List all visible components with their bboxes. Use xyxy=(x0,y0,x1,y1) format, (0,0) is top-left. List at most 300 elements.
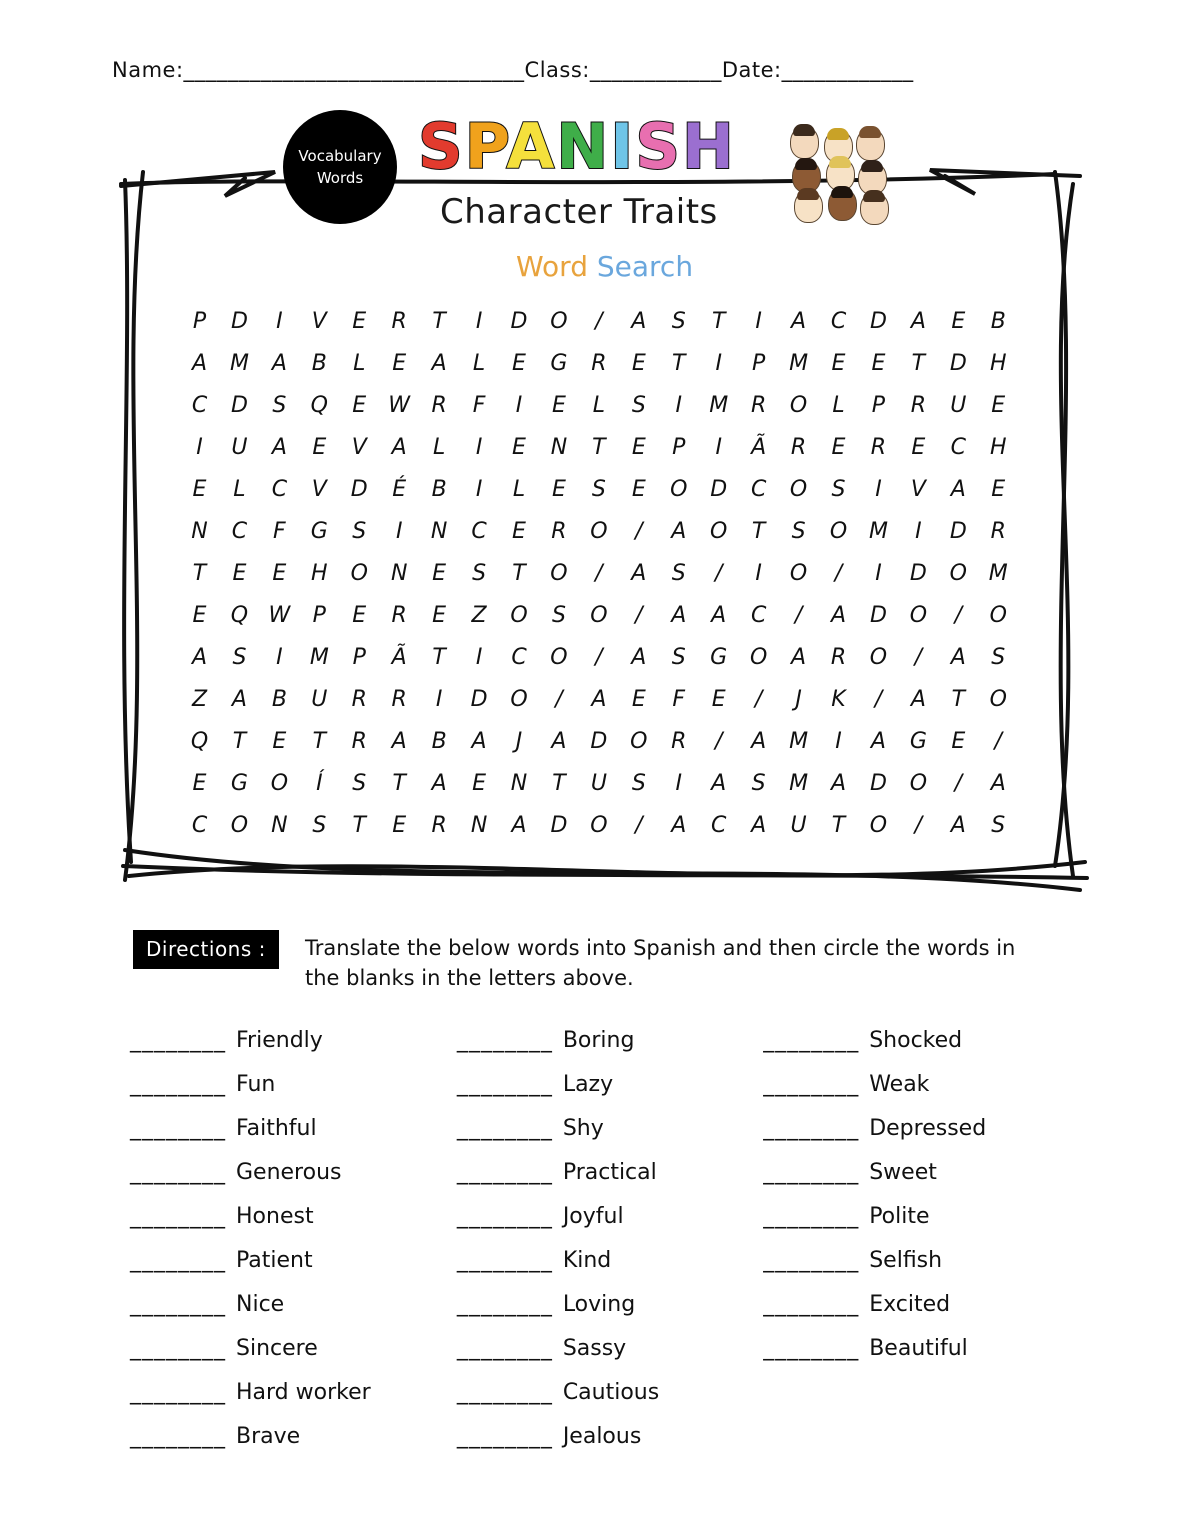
grid-cell[interactable]: A xyxy=(391,728,407,754)
grid-cell[interactable]: D xyxy=(230,308,248,334)
answer-blank[interactable]: ________ xyxy=(456,1204,553,1229)
grid-cell[interactable]: S xyxy=(671,308,686,334)
grid-cell[interactable]: R xyxy=(391,686,407,712)
grid-cell[interactable]: A xyxy=(910,686,926,712)
answer-blank[interactable]: ________ xyxy=(130,1336,226,1361)
answer-blank[interactable]: ________ xyxy=(456,1116,553,1141)
grid-cell[interactable]: E xyxy=(831,434,846,460)
answer-blank[interactable]: ________ xyxy=(456,1424,553,1449)
grid-cell[interactable]: D xyxy=(350,476,368,502)
grid-cell[interactable]: R xyxy=(351,728,367,754)
grid-cell[interactable]: A xyxy=(391,434,407,460)
grid-cell[interactable]: / xyxy=(954,602,963,628)
grid-cell[interactable]: M xyxy=(229,350,249,376)
grid-cell[interactable]: O xyxy=(869,812,888,838)
grid-cell[interactable]: M xyxy=(309,644,329,670)
grid-cell[interactable]: E xyxy=(472,770,487,796)
grid-cell[interactable]: A xyxy=(671,812,687,838)
grid-cell[interactable]: I xyxy=(475,308,483,334)
answer-blank[interactable]: ________ xyxy=(130,1028,226,1053)
grid-cell[interactable]: / xyxy=(754,686,763,712)
grid-cell[interactable]: A xyxy=(950,476,966,502)
answer-blank[interactable]: ________ xyxy=(130,1248,226,1273)
grid-cell[interactable]: C xyxy=(711,812,727,838)
grid-cell[interactable]: O xyxy=(510,602,528,628)
grid-cell[interactable]: E xyxy=(392,350,407,376)
grid-cell[interactable]: L xyxy=(472,350,486,376)
grid-cell[interactable]: I xyxy=(875,560,882,586)
grid-cell[interactable]: S xyxy=(631,770,646,796)
answer-blank[interactable]: ________ xyxy=(763,1204,860,1229)
answer-blank[interactable]: ________ xyxy=(456,1336,553,1361)
grid-cell[interactable]: D xyxy=(869,308,887,334)
grid-cell[interactable]: S xyxy=(472,560,487,586)
grid-cell[interactable]: S xyxy=(591,476,606,502)
answer-blank[interactable]: ________ xyxy=(763,1072,860,1097)
grid-cell[interactable]: I xyxy=(475,476,483,502)
grid-cell[interactable]: M xyxy=(789,350,809,376)
grid-cell[interactable]: P xyxy=(751,350,766,376)
grid-cell[interactable]: O xyxy=(989,602,1007,628)
grid-cell[interactable]: T xyxy=(592,434,606,460)
grid-cell[interactable]: A xyxy=(711,602,727,628)
grid-cell[interactable]: S xyxy=(352,770,367,796)
grid-cell[interactable]: O xyxy=(590,518,608,544)
grid-cell[interactable]: O xyxy=(789,476,808,502)
grid-cell[interactable]: S xyxy=(312,812,327,838)
grid-cell[interactable]: A xyxy=(631,644,647,670)
grid-cell[interactable]: Z xyxy=(191,686,208,712)
grid-cell[interactable]: E xyxy=(871,350,886,376)
grid-cell[interactable]: J xyxy=(515,728,523,754)
grid-cell[interactable]: S xyxy=(751,770,766,796)
grid-cell[interactable]: O xyxy=(270,770,289,796)
grid-cell[interactable]: R xyxy=(870,434,887,460)
grid-cell[interactable]: R xyxy=(990,518,1006,544)
grid-cell[interactable]: N xyxy=(390,560,408,586)
grid-cell[interactable]: E xyxy=(352,392,367,418)
grid-cell[interactable]: I xyxy=(395,518,403,544)
grid-cell[interactable]: R xyxy=(671,728,687,754)
grid-cell[interactable]: A xyxy=(591,686,607,712)
answer-blank[interactable]: ________ xyxy=(763,1028,860,1053)
grid-cell[interactable]: C xyxy=(750,602,767,628)
grid-cell[interactable]: T xyxy=(552,770,566,796)
grid-cell[interactable]: Í xyxy=(316,770,323,796)
grid-cell[interactable]: E xyxy=(352,308,367,334)
grid-cell[interactable]: D xyxy=(949,350,967,376)
answer-blank[interactable]: ________ xyxy=(456,1248,553,1273)
grid-cell[interactable]: N xyxy=(470,812,488,838)
grid-cell[interactable]: M xyxy=(709,392,729,418)
grid-cell[interactable]: I xyxy=(475,434,483,460)
grid-cell[interactable]: Q xyxy=(310,392,328,418)
grid-cell[interactable]: C xyxy=(471,518,487,544)
grid-cell[interactable]: G xyxy=(909,728,927,754)
grid-cell[interactable]: N xyxy=(430,518,448,544)
grid-cell[interactable]: A xyxy=(751,728,767,754)
grid-cell[interactable]: A xyxy=(431,350,447,376)
grid-cell[interactable]: A xyxy=(631,308,647,334)
grid-cell[interactable]: O xyxy=(909,770,928,796)
grid-cell[interactable]: E xyxy=(551,476,566,502)
grid-cell[interactable]: S xyxy=(551,602,566,628)
grid-cell[interactable]: O xyxy=(829,518,848,544)
grid-cell[interactable]: / xyxy=(914,644,923,670)
grid-cell[interactable]: O xyxy=(989,686,1007,712)
grid-cell[interactable]: B xyxy=(990,308,1006,334)
name-blank[interactable]: _______________________________ xyxy=(183,58,525,82)
grid-cell[interactable]: A xyxy=(511,812,527,838)
grid-cell[interactable]: C xyxy=(830,308,847,334)
grid-cell[interactable]: P xyxy=(192,308,207,334)
grid-cell[interactable]: T xyxy=(352,812,366,838)
answer-blank[interactable]: ________ xyxy=(130,1160,226,1185)
grid-cell[interactable]: N xyxy=(510,770,528,796)
grid-cell[interactable]: H xyxy=(311,560,328,586)
grid-cell[interactable]: Q xyxy=(230,602,249,628)
grid-cell[interactable]: L xyxy=(512,476,526,502)
grid-cell[interactable]: E xyxy=(512,350,526,376)
grid-cell[interactable]: S xyxy=(352,518,367,544)
grid-cell[interactable]: N xyxy=(191,518,208,544)
grid-cell[interactable]: T xyxy=(911,350,926,376)
grid-cell[interactable]: I xyxy=(276,644,283,670)
grid-cell[interactable]: E xyxy=(312,434,327,460)
grid-cell[interactable]: I xyxy=(835,728,842,754)
grid-cell[interactable]: I xyxy=(515,392,523,418)
class-blank[interactable]: ____________ xyxy=(589,58,722,82)
grid-cell[interactable]: / xyxy=(714,560,723,586)
grid-cell[interactable]: T xyxy=(711,308,726,334)
grid-cell[interactable]: E xyxy=(551,392,566,418)
grid-cell[interactable]: D xyxy=(470,686,488,712)
grid-cell[interactable]: F xyxy=(273,518,286,544)
grid-cell[interactable]: O xyxy=(749,644,768,670)
grid-cell[interactable]: W xyxy=(388,392,411,418)
grid-cell[interactable]: E xyxy=(392,812,407,838)
grid-cell[interactable]: A xyxy=(471,728,487,754)
answer-blank[interactable]: ________ xyxy=(763,1248,860,1273)
grid-cell[interactable]: S xyxy=(991,812,1006,838)
grid-cell[interactable]: I xyxy=(435,686,443,712)
grid-cell[interactable]: H xyxy=(989,350,1007,376)
grid-cell[interactable]: E xyxy=(991,476,1006,502)
grid-cell[interactable]: O xyxy=(670,476,688,502)
grid-cell[interactable]: O xyxy=(949,560,967,586)
grid-cell[interactable]: A xyxy=(950,644,966,670)
grid-cell[interactable]: Ã xyxy=(751,434,767,460)
grid-cell[interactable]: R xyxy=(790,434,807,460)
grid-cell[interactable]: C xyxy=(271,476,288,502)
grid-cell[interactable]: P xyxy=(352,644,366,670)
grid-cell[interactable]: A xyxy=(751,812,767,838)
grid-cell[interactable]: / xyxy=(595,308,603,334)
grid-cell[interactable]: É xyxy=(392,476,407,502)
grid-cell[interactable]: E xyxy=(512,518,526,544)
grid-cell[interactable]: T xyxy=(512,560,526,586)
grid-cell[interactable]: E xyxy=(352,602,367,628)
answer-blank[interactable]: ________ xyxy=(130,1116,226,1141)
answer-blank[interactable]: ________ xyxy=(130,1380,226,1405)
grid-cell[interactable]: P xyxy=(312,602,326,628)
grid-cell[interactable]: O xyxy=(590,812,608,838)
grid-cell[interactable]: / xyxy=(555,686,563,712)
grid-cell[interactable]: R xyxy=(351,686,367,712)
grid-cell[interactable]: A xyxy=(990,770,1006,796)
grid-cell[interactable]: B xyxy=(271,686,287,712)
grid-cell[interactable]: / xyxy=(635,602,643,628)
grid-cell[interactable]: T xyxy=(672,350,686,376)
grid-cell[interactable]: L xyxy=(592,392,605,418)
grid-cell[interactable]: O xyxy=(230,812,249,838)
grid-cell[interactable]: E xyxy=(631,350,646,376)
grid-cell[interactable]: I xyxy=(276,308,283,334)
answer-blank[interactable]: ________ xyxy=(130,1204,226,1229)
grid-cell[interactable]: A xyxy=(671,602,687,628)
grid-cell[interactable]: L xyxy=(832,392,845,418)
grid-cell[interactable]: T xyxy=(432,644,446,670)
grid-cell[interactable]: D xyxy=(949,518,967,544)
grid-cell[interactable]: I xyxy=(196,434,203,460)
word-search-grid[interactable] xyxy=(186,300,1012,846)
grid-cell[interactable]: T xyxy=(192,560,207,586)
grid-cell[interactable]: A xyxy=(271,350,287,376)
grid-cell[interactable]: E xyxy=(831,350,846,376)
grid-cell[interactable]: C xyxy=(750,476,767,502)
grid-cell[interactable]: E xyxy=(192,770,207,796)
grid-cell[interactable]: O xyxy=(550,560,568,586)
grid-cell[interactable]: C xyxy=(950,434,966,460)
grid-cell[interactable]: B xyxy=(431,728,447,754)
grid-cell[interactable]: A xyxy=(631,560,647,586)
grid-cell[interactable]: R xyxy=(750,392,767,418)
grid-cell[interactable]: M xyxy=(789,728,809,754)
grid-cell[interactable]: A xyxy=(830,770,847,796)
grid-cell[interactable]: E xyxy=(432,602,447,628)
grid-cell[interactable]: / xyxy=(635,812,643,838)
grid-cell[interactable]: O xyxy=(350,560,368,586)
grid-cell[interactable]: O xyxy=(909,602,928,628)
grid-cell[interactable]: G xyxy=(230,770,248,796)
grid-cell[interactable]: I xyxy=(875,476,882,502)
grid-cell[interactable]: S xyxy=(232,644,247,670)
grid-cell[interactable]: K xyxy=(831,686,846,712)
answer-blank[interactable]: ________ xyxy=(456,1160,553,1185)
grid-cell[interactable]: S xyxy=(831,476,846,502)
grid-cell[interactable]: D xyxy=(869,602,887,628)
grid-cell[interactable]: A xyxy=(870,728,886,754)
grid-cell[interactable]: O xyxy=(789,560,808,586)
grid-cell[interactable]: D xyxy=(510,308,528,334)
grid-cell[interactable]: T xyxy=(951,686,966,712)
grid-cell[interactable]: L xyxy=(432,434,446,460)
grid-cell[interactable]: / xyxy=(874,686,883,712)
grid-cell[interactable]: E xyxy=(711,686,726,712)
answer-blank[interactable]: ________ xyxy=(130,1072,226,1097)
grid-cell[interactable]: R xyxy=(591,350,607,376)
grid-cell[interactable]: T xyxy=(751,518,766,544)
grid-cell[interactable]: R xyxy=(391,308,407,334)
grid-cell[interactable]: P xyxy=(871,392,886,418)
grid-cell[interactable]: O xyxy=(550,308,568,334)
grid-cell[interactable]: E xyxy=(272,728,287,754)
grid-cell[interactable]: A xyxy=(791,644,807,670)
grid-cell[interactable]: U xyxy=(790,812,807,838)
grid-cell[interactable]: S xyxy=(991,644,1006,670)
grid-cell[interactable]: V xyxy=(351,434,367,460)
grid-cell[interactable]: E xyxy=(192,602,207,628)
grid-cell[interactable]: D xyxy=(710,476,728,502)
grid-cell[interactable]: T xyxy=(432,308,446,334)
grid-cell[interactable]: / xyxy=(994,728,1002,754)
grid-cell[interactable]: O xyxy=(710,518,728,544)
grid-cell[interactable]: J xyxy=(795,686,802,712)
answer-blank[interactable]: ________ xyxy=(456,1380,553,1405)
answer-blank[interactable]: ________ xyxy=(763,1292,860,1317)
grid-cell[interactable]: S xyxy=(671,644,686,670)
grid-cell[interactable]: D xyxy=(590,728,608,754)
grid-cell[interactable]: C xyxy=(191,812,208,838)
grid-cell[interactable]: / xyxy=(635,518,643,544)
grid-cell[interactable]: A xyxy=(950,812,966,838)
grid-cell[interactable]: S xyxy=(671,560,686,586)
grid-cell[interactable]: / xyxy=(914,812,923,838)
grid-cell[interactable]: A xyxy=(191,644,208,670)
grid-cell[interactable]: / xyxy=(595,644,603,670)
grid-cell[interactable]: R xyxy=(910,392,927,418)
grid-cell[interactable]: / xyxy=(714,728,723,754)
grid-cell[interactable]: G xyxy=(550,350,568,376)
grid-cell[interactable]: S xyxy=(791,518,806,544)
grid-cell[interactable]: E xyxy=(911,434,926,460)
grid-cell[interactable]: E xyxy=(232,560,247,586)
grid-cell[interactable]: V xyxy=(311,476,327,502)
grid-cell[interactable]: Ã xyxy=(391,644,407,670)
grid-cell[interactable]: B xyxy=(311,350,327,376)
grid-cell[interactable]: G xyxy=(310,518,328,544)
answer-blank[interactable]: ________ xyxy=(456,1028,553,1053)
grid-cell[interactable]: M xyxy=(988,560,1008,586)
grid-cell[interactable]: M xyxy=(868,518,888,544)
grid-cell[interactable]: E xyxy=(991,392,1006,418)
grid-cell[interactable]: T xyxy=(312,728,327,754)
answer-blank[interactable]: ________ xyxy=(456,1292,553,1317)
grid-cell[interactable]: R xyxy=(431,812,447,838)
grid-cell[interactable]: V xyxy=(910,476,926,502)
grid-cell[interactable]: A xyxy=(910,308,926,334)
grid-cell[interactable]: M xyxy=(789,770,809,796)
grid-cell[interactable]: E xyxy=(512,434,526,460)
grid-cell[interactable]: T xyxy=(232,728,247,754)
grid-cell[interactable]: S xyxy=(272,392,287,418)
grid-cell[interactable]: R xyxy=(551,518,567,544)
grid-cell[interactable]: T xyxy=(831,812,846,838)
grid-cell[interactable]: O xyxy=(789,392,808,418)
answer-blank[interactable]: ________ xyxy=(763,1336,860,1361)
grid-cell[interactable]: C xyxy=(231,518,248,544)
grid-cell[interactable]: / xyxy=(954,770,963,796)
grid-cell[interactable]: W xyxy=(268,602,291,628)
grid-cell[interactable]: U xyxy=(950,392,967,418)
grid-cell[interactable]: N xyxy=(550,434,568,460)
grid-cell[interactable]: D xyxy=(550,812,568,838)
grid-cell[interactable]: / xyxy=(834,560,843,586)
grid-cell[interactable]: N xyxy=(271,812,288,838)
grid-cell[interactable]: A xyxy=(791,308,807,334)
grid-cell[interactable]: U xyxy=(231,434,248,460)
grid-cell[interactable]: I xyxy=(475,644,483,670)
grid-cell[interactable]: U xyxy=(311,686,328,712)
grid-cell[interactable]: O xyxy=(510,686,528,712)
grid-cell[interactable]: D xyxy=(909,560,927,586)
grid-cell[interactable]: A xyxy=(671,518,687,544)
grid-cell[interactable]: R xyxy=(431,392,447,418)
grid-cell[interactable]: I xyxy=(675,392,682,418)
grid-cell[interactable]: V xyxy=(311,308,327,334)
date-blank[interactable]: ____________ xyxy=(781,58,914,82)
grid-cell[interactable]: A xyxy=(431,770,447,796)
grid-cell[interactable]: A xyxy=(271,434,287,460)
grid-cell[interactable]: A xyxy=(711,770,727,796)
grid-cell[interactable]: B xyxy=(431,476,447,502)
grid-cell[interactable]: L xyxy=(353,350,366,376)
grid-cell[interactable]: Q xyxy=(190,728,209,754)
grid-cell[interactable]: R xyxy=(391,602,407,628)
grid-cell[interactable]: I xyxy=(675,770,682,796)
grid-cell[interactable]: T xyxy=(392,770,406,796)
answer-blank[interactable]: ________ xyxy=(130,1424,226,1449)
grid-cell[interactable]: E xyxy=(272,560,287,586)
grid-cell[interactable]: G xyxy=(710,644,728,670)
answer-blank[interactable]: ________ xyxy=(130,1292,226,1317)
grid-cell[interactable]: O xyxy=(869,644,888,670)
grid-cell[interactable]: A xyxy=(191,350,208,376)
grid-cell[interactable]: O xyxy=(630,728,648,754)
grid-cell[interactable]: / xyxy=(794,602,803,628)
answer-blank[interactable]: ________ xyxy=(456,1072,553,1097)
grid-cell[interactable]: E xyxy=(951,308,966,334)
grid-cell[interactable]: U xyxy=(590,770,607,796)
grid-cell[interactable]: Z xyxy=(471,602,487,628)
grid-cell[interactable]: R xyxy=(830,644,847,670)
grid-cell[interactable]: L xyxy=(233,476,246,502)
grid-cell[interactable]: A xyxy=(231,686,247,712)
grid-cell[interactable]: C xyxy=(191,392,208,418)
grid-cell[interactable]: O xyxy=(550,644,568,670)
grid-cell[interactable]: I xyxy=(755,308,762,334)
grid-cell[interactable]: E xyxy=(432,560,447,586)
grid-cell[interactable]: E xyxy=(192,476,207,502)
answer-blank[interactable]: ________ xyxy=(763,1116,860,1141)
grid-cell[interactable]: / xyxy=(595,560,603,586)
grid-cell[interactable]: E xyxy=(631,476,646,502)
grid-cell[interactable]: P xyxy=(672,434,686,460)
grid-cell[interactable]: I xyxy=(715,434,722,460)
grid-cell[interactable]: A xyxy=(551,728,567,754)
grid-cell[interactable]: E xyxy=(631,434,646,460)
grid-cell[interactable]: D xyxy=(869,770,887,796)
grid-cell[interactable]: A xyxy=(830,602,847,628)
grid-cell[interactable]: I xyxy=(755,560,762,586)
grid-cell[interactable]: S xyxy=(631,392,646,418)
grid-cell[interactable]: I xyxy=(715,350,722,376)
grid-cell[interactable]: H xyxy=(989,434,1007,460)
grid-cell[interactable]: C xyxy=(511,644,527,670)
grid-cell[interactable]: E xyxy=(951,728,966,754)
grid-cell[interactable]: I xyxy=(915,518,922,544)
grid-cell[interactable]: F xyxy=(672,686,686,712)
